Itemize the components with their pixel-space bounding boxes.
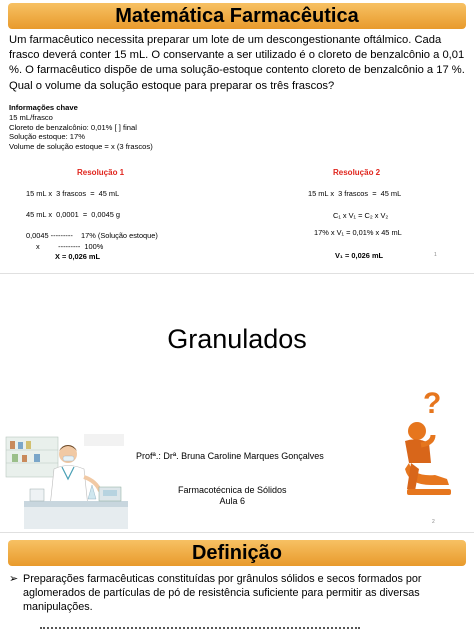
thinking-figure-illustration	[395, 389, 457, 499]
problem-statement: Um farmacêutico necessita preparar um lote de um descongestionante oftálmico. Cada frasco deverá conter 15 mL. O conservante a ser utilizado é o cloreto de benzalcônio a 0,01 %. O farmacêutico dispõe de uma solução-estoque contento cloreto de benzalcônio a 17 %. Qual o volume da solução estoque para preparar os três frascos?	[9, 34, 465, 92]
key-info-heading: Informações chave	[9, 103, 78, 112]
resolution-2-answer: V₁ = 0,026 mL	[335, 251, 384, 260]
resolution-1-answer: X = 0,026 mL	[55, 252, 100, 261]
slide-2-heading: Granulados	[167, 324, 307, 354]
key-info-line: 15 mL/frasco	[9, 112, 53, 122]
pharmacist-lab-illustration	[4, 429, 130, 531]
key-info-line: Volume de solução estoque = x (3 frascos)	[9, 142, 153, 152]
slide-3-title-bar	[8, 540, 466, 566]
slide-2	[0, 273, 474, 531]
definition-text: Preparações farmacêuticas constituídas por grânulos sólidos e secos formados por aglomerados de partículas de pó de resistência suficiente para permitir as diversas manipulações.	[23, 573, 422, 614]
resolution-2-step-1: 15 mL x 3 frascos = 45 mL	[308, 189, 402, 198]
arrow-bullet-icon: ➢	[9, 573, 19, 585]
svg-text:?: ?	[423, 389, 442, 420]
slide-1	[0, 0, 474, 272]
slide-1-title-bar	[8, 3, 466, 29]
resolution-1-step-4: x --------- 100%	[36, 242, 104, 251]
discipline-name: Farmacotécnica de Sólidos	[178, 485, 287, 495]
page-number: 2	[432, 519, 435, 525]
resolution-2-formula: C₁ x V₁ = C₂ x V₂	[333, 211, 389, 220]
resolution-1-title: Resolução 1	[77, 168, 125, 177]
slide-1-title: Matemática Farmacêutica	[115, 4, 359, 27]
definition-bullet	[9, 572, 464, 615]
cropped-text-remnant	[40, 627, 360, 632]
resolution-1-step-2: 45 mL x 0,0001 = 0,0045 g	[26, 210, 121, 219]
professor-name: Profª.: Drª. Bruna Caroline Marques Gonçalves	[136, 451, 324, 461]
resolution-2-title: Resolução 2	[333, 168, 381, 177]
lesson-number: Aula 6	[219, 495, 246, 506]
key-info-line: Solução estoque: 17%	[9, 132, 85, 142]
slide-3-title: Definição	[191, 541, 283, 564]
page-number: 1	[434, 252, 437, 258]
key-info-line: Cloreto de benzalcônio: 0,01% [ ] final	[9, 122, 137, 132]
resolution-1-step-3: 0,0045 --------- 17% (Solução estoque)	[26, 231, 158, 240]
course-info	[178, 485, 287, 506]
resolution-2-step-3: 17% x V₁ = 0,01% x 45 mL	[314, 228, 402, 237]
resolution-1-step-1: 15 mL x 3 frascos = 45 mL	[26, 189, 120, 198]
key-info-block	[9, 103, 153, 152]
slide-3	[0, 532, 474, 632]
